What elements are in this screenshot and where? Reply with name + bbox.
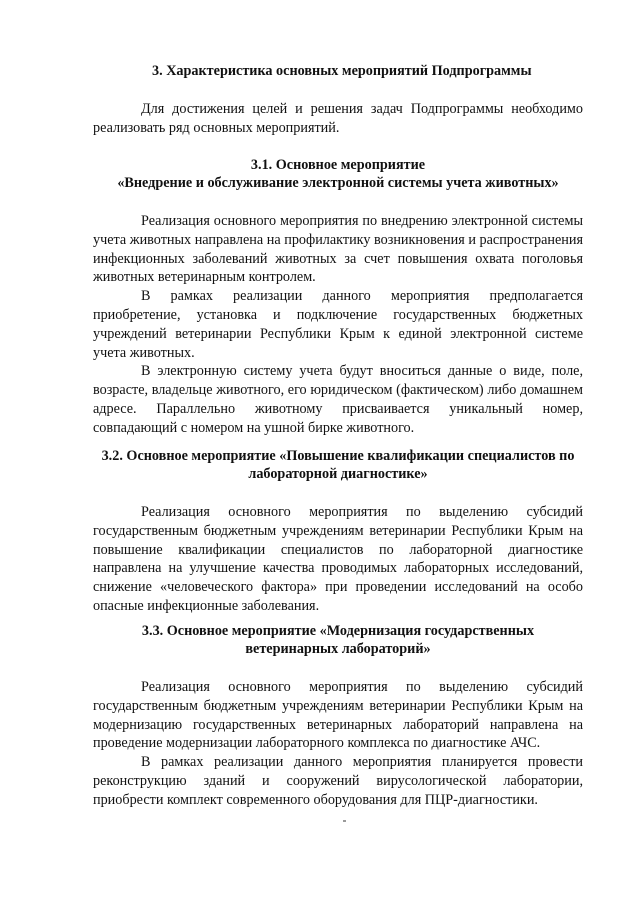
section-3-3-para-2: В рамках реализации данного мероприятия планируется провести реконструкцию зданий и сооружений вирусологической лаборатории, приобрести комплект современного оборудования для ПЦР-диагностики. (93, 754, 583, 808)
section-3-3-para-1: Реализация основного мероприятия по выделению субсидий государственным бюджетным учреждениям ветеринарии Республики Крым на модернизацию государственных ветеринарных лабораторий направлена на проведение модернизации лабораторного комплекса по диагностике АЧС. (93, 679, 583, 752)
section-3-1-para-1: Реализация основного мероприятия по внедрению электронной системы учета животных направлена на профилактику возникновения и распространения инфекционных заболеваний животных за счет повышения охвата поголовья животных ветеринарным контролем. (93, 213, 583, 286)
section-3-intro-block (93, 100, 583, 138)
section-3-2-heading-line1: 3.2. Основное мероприятие «Повышение квалификации специалистов по (101, 448, 575, 464)
section-3-1-heading-line1: 3.1. Основное мероприятие (250, 157, 426, 173)
section-3-1-body (93, 212, 583, 438)
section-3-intro: Для достижения целей и решения задач Подпрограммы необходимо реализовать ряд основных мероприятий. (93, 101, 583, 136)
section-3-3-heading-line1: 3.3. Основное мероприятие «Модернизация государственных (141, 623, 535, 639)
section-3-2-body (93, 503, 583, 616)
section-3-1-heading-line2: «Внедрение и обслуживание электронной системы учета животных» (117, 175, 559, 191)
section-3-2-heading-line2: лабораторной диагностике» (248, 466, 428, 482)
scan-speck (343, 820, 346, 822)
section-3-1-para-3: В электронную систему учета будут вноситься данные о виде, поле, возрасте, владельце животного, его юридическом (фактическом) либо домашнем адресе. Параллельно животному присваивается уникальный номер, совпадающий с номером на ушной бирке животного. (93, 363, 583, 436)
section-3-title: 3. Характеристика основных мероприятий Подпрограммы (152, 63, 532, 79)
section-3-3-heading-line2: ветеринарных лабораторий» (245, 641, 431, 657)
section-3-3-body (93, 678, 583, 810)
section-3-2-para-1: Реализация основного мероприятия по выделению субсидий государственным бюджетным учреждениям ветеринарии Республики Крым на повышение квалификации специалистов по лабораторной диагностике направлена на улучшение качества проводимых лабораторных исследований, снижение «человеческого фактора» при проведении исследований на особо опасные инфекционные заболевания. (93, 504, 583, 614)
section-3-1-para-2: В рамках реализации данного мероприятия предполагается приобретение, установка и подключение государственных бюджетных учреждений ветеринарии Республики Крым к единой электронной системе учета животных. (93, 288, 583, 361)
